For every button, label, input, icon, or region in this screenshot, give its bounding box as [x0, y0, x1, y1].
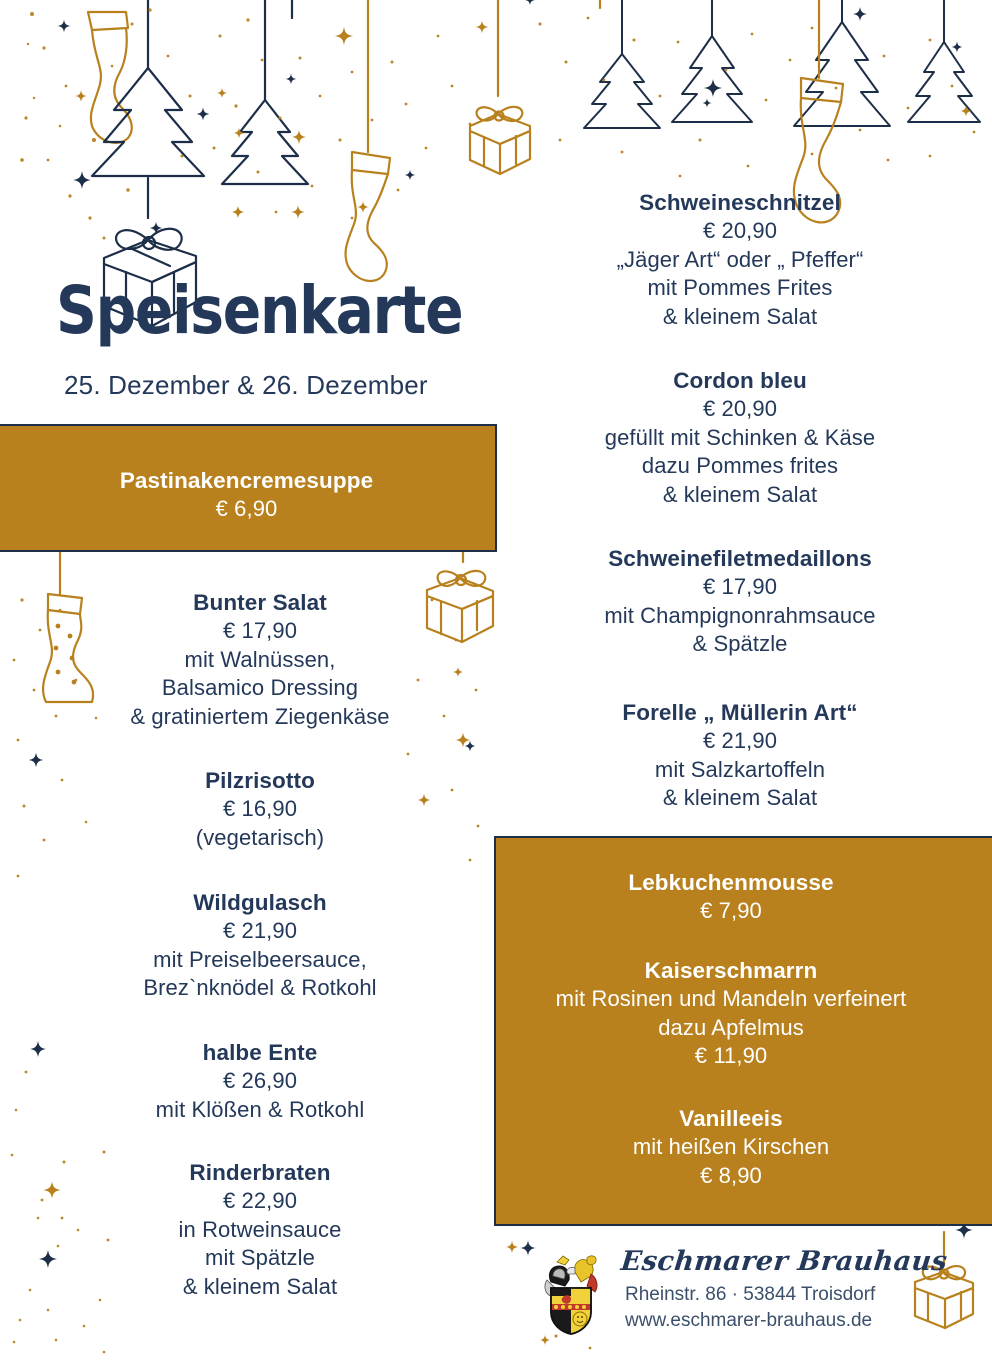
dish-line: dazu Pommes frites	[641, 453, 839, 479]
dish-pilzrisotto	[30, 766, 490, 852]
dish-line: „Jäger Art“ oder „ Pfeffer“	[616, 246, 864, 272]
soup-name: Pastinakencremesuppe	[119, 468, 374, 493]
dish-line: mit heißen Kirschen	[632, 1134, 830, 1160]
page-title: Speisenkarte	[56, 272, 463, 349]
brand-website[interactable]: www.eschmarer-brauhaus.de	[625, 1310, 873, 1331]
dish-line: mit Preiselbeersauce,	[153, 946, 367, 972]
page-subtitle: 25. Dezember & 26. Dezember	[64, 370, 428, 400]
dish-line: (vegetarisch)	[195, 824, 325, 850]
soup-price: € 6,90	[215, 496, 278, 522]
dish-price: € 21,90	[222, 918, 298, 944]
dish-line: & gratiniertem Ziegenkäse	[130, 704, 390, 730]
dish-line: & kleinem Salat	[662, 304, 818, 330]
dish-name: Schweinefiletmedaillons	[608, 546, 872, 571]
dish-wildgulasch	[30, 888, 490, 1003]
dish-schweinefiletmedaillons	[520, 544, 960, 659]
dish-name: Rinderbraten	[189, 1160, 331, 1185]
dish-price: € 26,90	[222, 1068, 298, 1094]
dish-line: in Rotweinsauce	[178, 1216, 342, 1242]
brand-address: Rheinstr. 86 · 53844 Troisdorf	[625, 1284, 876, 1305]
dish-price: € 20,90	[702, 218, 778, 244]
dish-name: Lebkuchenmousse	[628, 870, 834, 895]
dish-line: mit Rosinen und Mandeln verfeinert	[555, 986, 907, 1012]
dish-name: Wildgulasch	[193, 890, 327, 915]
dish-halbe-ente	[30, 1038, 490, 1124]
dish-line: gefüllt mit Schinken & Käse	[604, 424, 876, 450]
dish-line: Balsamico Dressing	[161, 675, 359, 701]
dish-price: € 22,90	[222, 1188, 298, 1214]
coat-of-arms-icon	[535, 1252, 607, 1338]
dish-name: Pilzrisotto	[205, 768, 315, 793]
dish-line: mit Klößen & Rotkohl	[155, 1096, 365, 1122]
dish-line: mit Spätzle	[205, 1245, 315, 1271]
dish-name: Forelle „ Müllerin Art“	[622, 700, 858, 725]
dish-line: & kleinem Salat	[662, 482, 818, 508]
brand-name: Eschmarer Brauhaus	[619, 1246, 949, 1277]
dish-schweineschnitzel	[520, 188, 960, 332]
dish-line: Brez`nknödel & Rotkohl	[143, 975, 377, 1001]
dessert-vanilleeis	[496, 1104, 966, 1190]
footer-branding	[535, 1246, 949, 1348]
dish-line: mit Pommes Frites	[647, 275, 833, 301]
dish-name: Kaiserschmarrn	[644, 958, 818, 983]
dessert-lebkuchenmousse	[496, 868, 966, 926]
dish-name: Schweineschnitzel	[639, 190, 841, 215]
dish-line: mit Walnüssen,	[184, 646, 336, 672]
dish-rinderbraten	[30, 1158, 490, 1302]
dish-line: mit Champignonrahmsauce	[604, 602, 876, 628]
dish-price: € 7,90	[700, 898, 762, 924]
dish-line: & kleinem Salat	[182, 1274, 338, 1300]
dish-line: dazu Apfelmus	[658, 1014, 804, 1040]
dish-name: Vanilleeis	[679, 1106, 783, 1131]
dish-price: € 17,90	[222, 618, 298, 644]
dish-price: € 8,90	[700, 1162, 762, 1188]
dish-name: Cordon bleu	[673, 368, 807, 393]
dish-price: € 17,90	[702, 574, 778, 600]
dish-line: & Spätzle	[692, 631, 788, 657]
dessert-kaiserschmarrn	[496, 956, 966, 1071]
dish-line: & kleinem Salat	[662, 785, 818, 811]
dish-line: mit Salzkartoffeln	[654, 756, 826, 782]
dessert-highlight-box	[494, 836, 992, 1226]
dish-name: Bunter Salat	[193, 590, 327, 615]
dish-price: € 21,90	[702, 728, 778, 754]
dish-cordon-bleu	[520, 366, 960, 510]
dish-price: € 16,90	[222, 796, 298, 822]
dish-forelle-muellerin-art	[520, 698, 960, 813]
dish-name: halbe Ente	[202, 1040, 318, 1065]
dish-price: € 20,90	[702, 396, 778, 422]
dish-bunter-salat	[30, 588, 490, 732]
soup-highlight-box	[0, 424, 497, 552]
dish-price: € 11,90	[694, 1043, 768, 1069]
